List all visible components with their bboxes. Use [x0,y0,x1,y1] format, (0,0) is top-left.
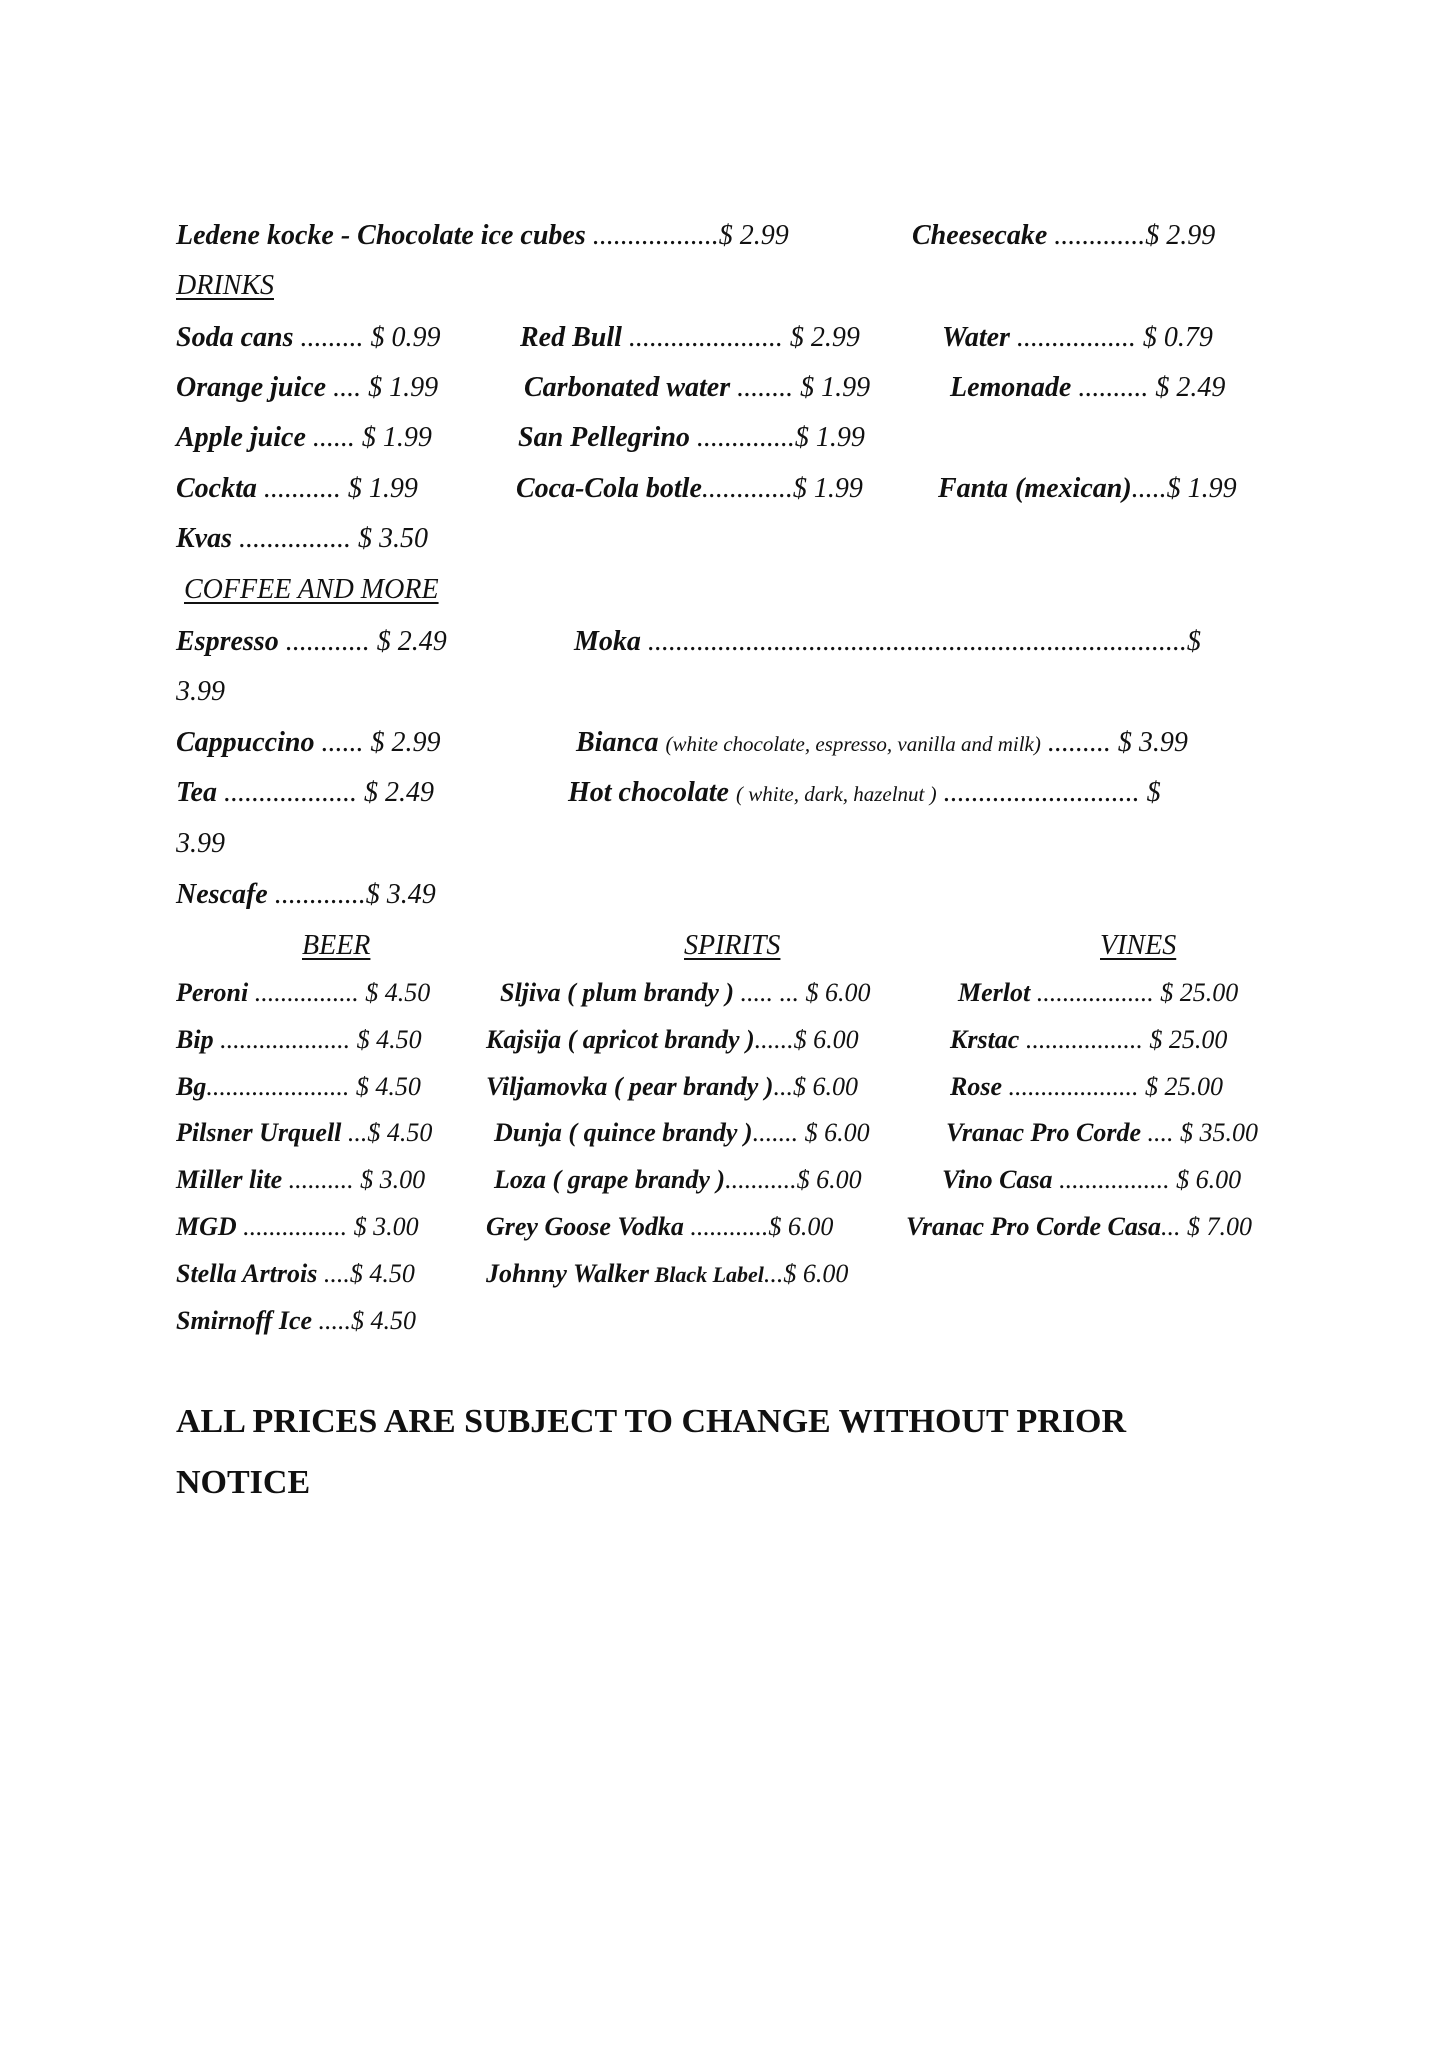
drink-item: Fanta (mexican).....$ 1.99 [938,473,1237,504]
drink-item: Cockta ........... $ 1.99 [176,473,418,504]
coffee-item-tea: Tea ................... $ 2.49 [176,777,434,808]
spirit-item: Johnny Walker Black Label...$ 6.00 [486,1259,849,1288]
drinks-heading: DRINKS [176,270,274,301]
spirit-item: Viljamovka ( pear brandy )...$ 6.00 [486,1072,858,1101]
spirit-item: Loza ( grape brandy )...........$ 6.00 [494,1165,862,1194]
drink-item: San Pellegrino ..............$ 1.99 [518,422,865,453]
menu-item-ice-cubes: Ledene kocke - Chocolate ice cubes ..................$ 2.99 [176,220,789,251]
wine-item: Vranac Pro Corde Casa... $ 7.00 [906,1212,1252,1241]
beer-item: Bip .................... $ 4.50 [176,1025,422,1054]
coffee-item-moka: Moka .............................................................................$ [574,626,1201,657]
drink-item: Carbonated water ........ $ 1.99 [524,372,871,403]
beer-item: MGD ................ $ 3.00 [176,1212,419,1241]
beer-item: Pilsner Urquell ...$ 4.50 [176,1118,433,1147]
drink-item: Red Bull ...................... $ 2.99 [520,322,860,353]
beer-item: Stella Artrois ....$ 4.50 [176,1259,415,1288]
wine-item: Merlot .................. $ 25.00 [958,978,1239,1007]
drink-item: Water ................. $ 0.79 [942,322,1213,353]
wine-item: Krstac .................. $ 25.00 [950,1025,1228,1054]
spirits-heading: SPIRITS [684,930,781,961]
menu-item-cheesecake: Cheesecake .............$ 2.99 [912,220,1216,251]
price-notice-line-2: NOTICE [176,1464,311,1501]
coffee-item-espresso: Espresso ............ $ 2.49 [176,626,447,657]
wine-item: Rose .................... $ 25.00 [950,1072,1223,1101]
price-notice-line-1: ALL PRICES ARE SUBJECT TO CHANGE WITHOUT PRIOR [176,1403,1127,1440]
moka-price: 3.99 [176,676,225,707]
drink-item: Orange juice .... $ 1.99 [176,372,439,403]
coffee-heading: COFFEE AND MORE [184,574,439,605]
wine-item: Vranac Pro Corde .... $ 35.00 [946,1118,1259,1147]
vines-heading: VINES [1100,930,1177,961]
wine-item: Vino Casa ................. $ 6.00 [942,1165,1242,1194]
coffee-item-hot-chocolate: Hot chocolate ( white, dark, hazelnut ) ............................ $ [568,777,1161,808]
drink-item: Kvas ................ $ 3.50 [176,523,428,554]
drink-item: Soda cans ......... $ 0.99 [176,322,441,353]
coffee-item-nescafe: Nescafe .............$ 3.49 [176,879,436,910]
beer-item: Miller lite .......... $ 3.00 [176,1165,426,1194]
coffee-item-cappuccino: Cappuccino ...... $ 2.99 [176,727,441,758]
spirit-item: Dunja ( quince brandy )....... $ 6.00 [494,1118,870,1147]
drink-item: Apple juice ...... $ 1.99 [176,422,432,453]
hot-chocolate-price: 3.99 [176,828,225,859]
beer-item: Peroni ................ $ 4.50 [176,978,431,1007]
spirit-item: Sljiva ( plum brandy ) ..... ... $ 6.00 [500,978,871,1007]
beer-heading: BEER [302,930,371,961]
drink-item: Lemonade .......... $ 2.49 [950,372,1226,403]
spirit-item: Grey Goose Vodka ............$ 6.00 [486,1212,834,1241]
beer-item: Bg...................... $ 4.50 [176,1072,421,1101]
drink-item: Coca-Cola botle.............$ 1.99 [516,473,863,504]
spirit-item: Kajsija ( apricot brandy )......$ 6.00 [486,1025,859,1054]
beer-item: Smirnoff Ice .....$ 4.50 [176,1306,417,1335]
coffee-item-bianca: Bianca (white chocolate, espresso, vanilla and milk) ......... $ 3.99 [576,727,1188,758]
